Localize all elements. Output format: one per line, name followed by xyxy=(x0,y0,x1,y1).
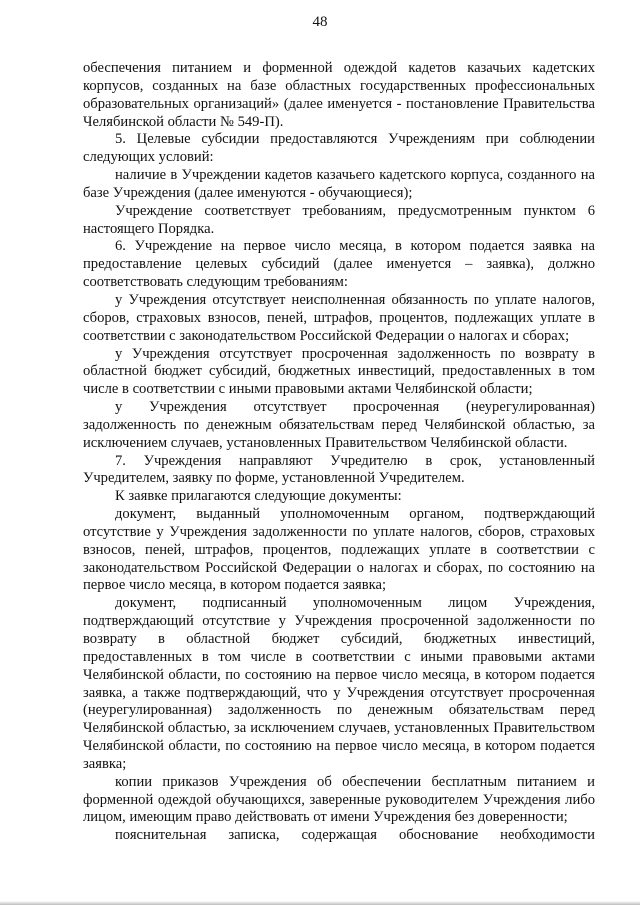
paragraph: у Учреждения отсутствует просроченная (неурегулированная) задолженность по денежным обязательствам перед Челябинской областью, за исключением случаев, установленных Правительством Челябинской области. xyxy=(83,399,595,451)
paragraph: документ, выданный уполномоченным органом, подтверждающий отсутствие у Учреждения задолженности по уплате налогов, сборов, страховых взносов, пеней, штрафов, процентов, подлежащих уплате в соответствии с законодательством Российской Федерации о налогах и сборах, по состоянию на первое число месяца, в котором подается заявка; xyxy=(83,506,595,594)
paragraph: у Учреждения отсутствует просроченная задолженность по возврату в областной бюджет субсидий, бюджетных инвестиций, предоставленных в том числе в соответствии с иными правовыми актами Челябинской области; xyxy=(83,345,595,398)
paragraph: 6. Учреждение на первое число месяца, в котором подается заявка на предоставление целевых субсидий (далее именуется – заявка), должно соответствовать следующим требованиям: xyxy=(83,238,595,291)
paragraph: наличие в Учреждении кадетов казачьего кадетского корпуса, созданного на базе Учреждения (далее именуются - обучающиеся); xyxy=(83,167,595,201)
paragraph: Учреждение соответствует требованиям, предусмотренным пунктом 6 настоящего Порядка. xyxy=(83,202,595,237)
paragraph: К заявке прилагаются следующие документы: xyxy=(115,488,402,505)
paragraph: копии приказов Учреждения об обеспечении бесплатным питанием и форменной одеждой обучающихся, заверенные руководителем Учреждения либо лицом, имеющим право действовать от имени Учреждения без доверенности; xyxy=(83,773,595,826)
page-number: 48 xyxy=(312,14,328,30)
body-text xyxy=(83,60,595,845)
scan-edge-shadow xyxy=(0,901,640,905)
paragraph: пояснительная записка, содержащая обоснование необходимости xyxy=(115,827,595,844)
paragraph: у Учреждения отсутствует неисполненная обязанность по уплате налогов, сборов, страховых взносов, пеней, штрафов, процентов, подлежащих уплате в соответствии с законодательством Российской Федерации о налогах и сборах; xyxy=(83,291,595,344)
paragraph: 7. Учреждения направляют Учредителю в срок, установленный Учредителем, заявку по форме, установленной Учредителем. xyxy=(83,452,595,487)
paragraph: 5. Целевые субсидии предоставляются Учреждениям при соблюдении следующих условий: xyxy=(83,131,595,166)
paragraph: обеспечения питанием и форменной одеждой кадетов казачьих кадетских корпусов, созданных на базе областных государственных профессиональных образовательных организаций» (далее именуется - постановление Правительства Челябинской области № 549-П). xyxy=(83,60,595,130)
paragraph: документ, подписанный уполномоченным лицом Учреждения, подтверждающий отсутствие у Учреждения просроченной задолженности по возврату в областной бюджет субсидий, бюджетных инвестиций, предоставленных в том числе в соответствии с иными правовыми актами Челябинской области, по состоянию на первое число месяца, в котором подается заявка, а также подтверждающий, что у Учреждения отсутствует просроченная (неурегулированная) задолженность по денежным обязательствам перед Челябинской областью, за исключением случаев, установленных Правительством Челябинской области, по состоянию на первое число месяца, в котором подается заявка; xyxy=(83,595,595,772)
